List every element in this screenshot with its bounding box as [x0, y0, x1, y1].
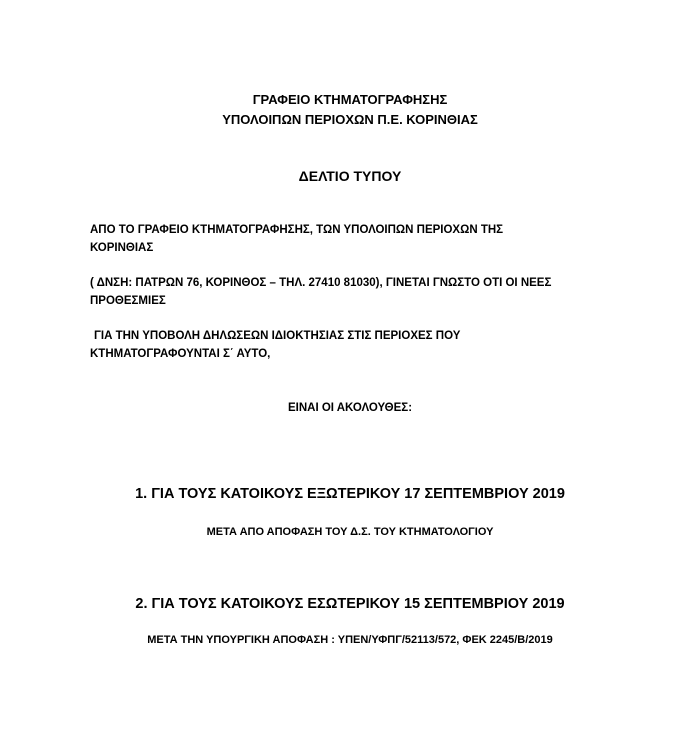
paragraph-3-line-2: ΚΤΗΜΑΤΟΓΡΑΦΟΥΝΤΑΙ Σ΄ ΑΥΤΟ, — [90, 348, 271, 360]
office-name: ΓΡΑΦΕΙΟ ΚΤΗΜΑΤΟΓΡΑΦΗΣΗΣ — [252, 92, 448, 107]
deadline-item-domestic-note: ΜΕΤΑ ΤΗΝ ΥΠΟΥΡΓΙΚΗ ΑΠΟΦΑΣΗ : ΥΠΕΝ/ΥΦΠΓ/52113/572, ΦΕΚ 2245/Β/2019 — [147, 634, 553, 646]
office-region: ΥΠΟΛΟΙΠΩΝ ΠΕΡΙΟΧΩΝ Π.Ε. ΚΟΡΙΝΘΙΑΣ — [222, 112, 478, 127]
deadline-item-abroad-note: ΜΕΤΑ ΑΠΟ ΑΠΟΦΑΣΗ ΤΟΥ Δ.Σ. ΤΟΥ ΚΤΗΜΑΤΟΛΟΓΙΟΥ — [206, 526, 494, 538]
paragraph-3-line-1: ΓΙΑ ΤΗΝ ΥΠΟΒΟΛΗ ΔΗΛΩΣΕΩΝ ΙΔΙΟΚΤΗΣΙΑΣ ΣΤΙΣ ΠΕΡΙΟΧΕΣ ΠΟΥ — [94, 330, 461, 342]
deadline-item-domestic: 2. ΓΙΑ ΤΟΥΣ ΚΑΤΟΙΚΟΥΣ ΕΣΩΤΕΡΙΚΟΥ 15 ΣΕΠΤΕΜΒΡΙΟΥ 2019 — [135, 596, 565, 612]
paragraph-1-line-1: ΑΠΟ ΤΟ ΓΡΑΦΕΙΟ ΚΤΗΜΑΤΟΓΡΑΦΗΣΗΣ, ΤΩΝ ΥΠΟΛΟΙΠΩΝ ΠΕΡΙΟΧΩΝ ΤΗΣ — [90, 224, 504, 236]
paragraph-1-line-2: ΚΟΡΙΝΘΙΑΣ — [90, 242, 154, 254]
paragraph-2-line-2: ΠΡΟΘΕΣΜΙΕΣ — [90, 295, 166, 307]
deadline-item-abroad: 1. ΓΙΑ ΤΟΥΣ ΚΑΤΟΙΚΟΥΣ ΕΞΩΤΕΡΙΚΟΥ 17 ΣΕΠΤΕΜΒΡΙΟΥ 2019 — [135, 486, 565, 502]
paragraph-2-line-1: ( ΔΝΣΗ: ΠΑΤΡΩΝ 76, ΚΟΡΙΝΘΟΣ – ΤΗΛ. 27410 81030), ΓΙΝΕΤΑΙ ΓΝΩΣΤΟ ΟΤΙ ΟΙ ΝΕΕΣ — [90, 277, 552, 289]
deadlines-intro: ΕΙΝΑΙ ΟΙ ΑΚΟΛΟΥΘΕΣ: — [287, 402, 413, 414]
document-title: ΔΕΛΤΙΟ ΤΥΠΟΥ — [298, 168, 402, 184]
